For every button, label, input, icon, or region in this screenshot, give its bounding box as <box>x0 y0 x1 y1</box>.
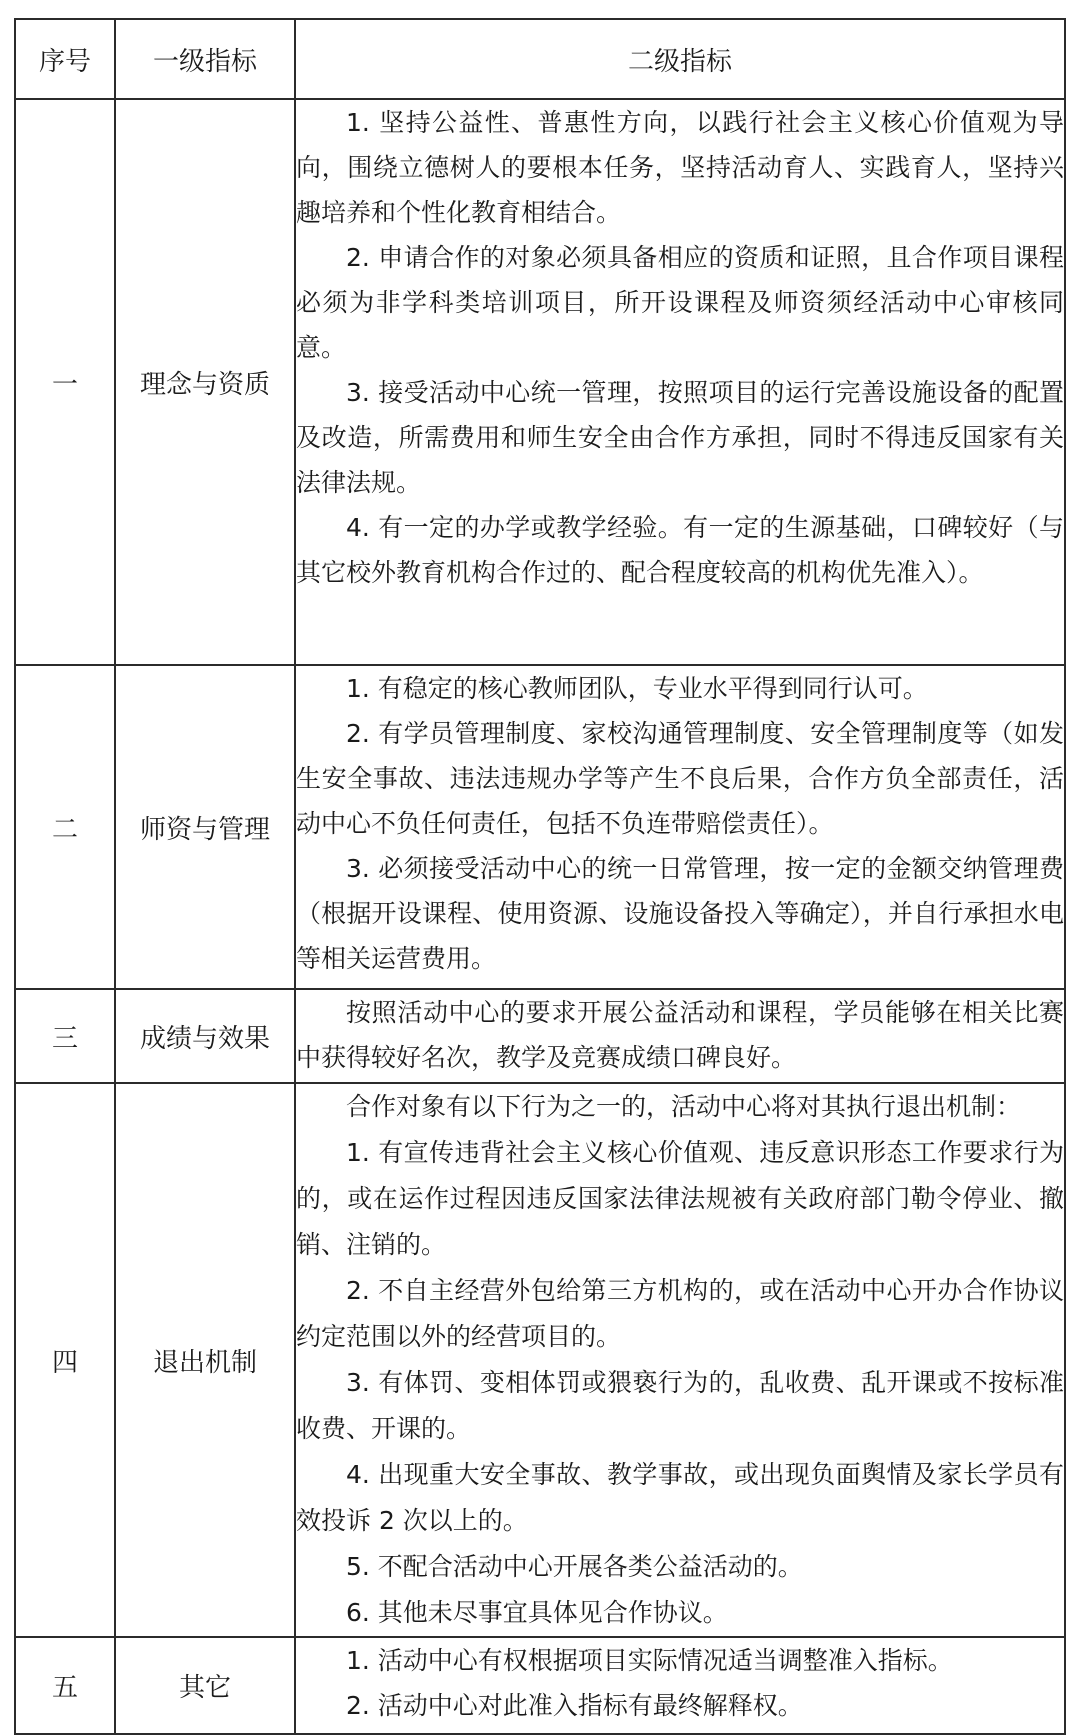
level2-item: 1. 有稳定的核心教师团队，专业水平得到同行认可。 <box>346 674 928 703</box>
level2-item: 3. 有体罚、变相体罚或猥亵行为的，乱收费、乱开课或不按标准收费、开课的。 <box>296 1368 1064 1443</box>
row-level2 <box>295 1637 1065 1734</box>
header-seq: 序号 <box>15 19 115 99</box>
row-level1: 其它 <box>115 1637 295 1734</box>
header-row <box>15 19 1065 99</box>
level2-item: 4. 出现重大安全事故、教学事故，或出现负面舆情及家长学员有效投诉 2 次以上的。 <box>296 1460 1064 1535</box>
row-seq: 三 <box>15 989 115 1083</box>
criteria-table <box>14 18 1066 1735</box>
row-level2 <box>295 1083 1065 1637</box>
level2-item: 3. 必须接受活动中心的统一日常管理，按一定的金额交纳管理费（根据开设课程、使用资源、设施设备投入等确定），并自行承担水电等相关运营费用。 <box>296 854 1064 973</box>
table-row <box>15 989 1065 1083</box>
level2-item: 合作对象有以下行为之一的，活动中心将对其执行退出机制： <box>346 1092 1022 1121</box>
table-row <box>15 99 1065 665</box>
level2-item: 2. 活动中心对此准入指标有最终解释权。 <box>346 1691 803 1720</box>
row-seq: 一 <box>15 99 115 665</box>
level2-item: 3. 接受活动中心统一管理，按照项目的运行完善设施设备的配置及改造，所需费用和师生安全由合作方承担，同时不得违反国家有关法律法规。 <box>296 378 1064 497</box>
level2-item: 按照活动中心的要求开展公益活动和课程，学员能够在相关比赛中获得较好名次，教学及竞赛成绩口碑良好。 <box>296 998 1064 1072</box>
level2-item: 2. 有学员管理制度、家校沟通管理制度、安全管理制度等（如发生安全事故、违法违规办学等产生不良后果，合作方负全部责任，活动中心不负任何责任，包括不负连带赔偿责任）。 <box>296 719 1064 838</box>
level2-item: 1. 坚持公益性、普惠性方向，以践行社会主义核心价值观为导向，围绕立德树人的要根本任务，坚持活动育人、实践育人，坚持兴趣培养和个性化教育相结合。 <box>296 108 1064 227</box>
level2-item: 2. 不自主经营外包给第三方机构的，或在活动中心开办合作协议约定范围以外的经营项目的。 <box>296 1276 1064 1351</box>
row-level2 <box>295 99 1065 665</box>
level2-item: 4. 有一定的办学或教学经验。有一定的生源基础，口碑较好（与其它校外教育机构合作过的、配合程度较高的机构优先准入）。 <box>296 513 1064 587</box>
level2-item: 1. 有宣传违背社会主义核心价值观、违反意识形态工作要求行为的，或在运作过程因违反国家法律法规被有关政府部门勒令停业、撤销、注销的。 <box>296 1138 1064 1259</box>
table-row <box>15 1637 1065 1734</box>
row-level2 <box>295 989 1065 1083</box>
row-level1: 理念与资质 <box>115 99 295 665</box>
level2-item: 6. 其他未尽事宜具体见合作协议。 <box>346 1598 728 1627</box>
row-seq: 四 <box>15 1083 115 1637</box>
level2-item: 2. 申请合作的对象必须具备相应的资质和证照，且合作项目课程必须为非学科类培训项目，所开设课程及师资须经活动中心审核同意。 <box>296 243 1064 362</box>
row-level2 <box>295 665 1065 989</box>
level2-item: 5. 不配合活动中心开展各类公益活动的。 <box>346 1552 803 1581</box>
row-level1: 师资与管理 <box>115 665 295 989</box>
row-seq: 二 <box>15 665 115 989</box>
row-seq: 五 <box>15 1637 115 1734</box>
header-level2: 二级指标 <box>295 19 1065 99</box>
row-level1: 成绩与效果 <box>115 989 295 1083</box>
table-row <box>15 665 1065 989</box>
level2-item: 1. 活动中心有权根据项目实际情况适当调整准入指标。 <box>346 1646 953 1675</box>
row-level1: 退出机制 <box>115 1083 295 1637</box>
table-row <box>15 1083 1065 1637</box>
header-level1: 一级指标 <box>115 19 295 99</box>
